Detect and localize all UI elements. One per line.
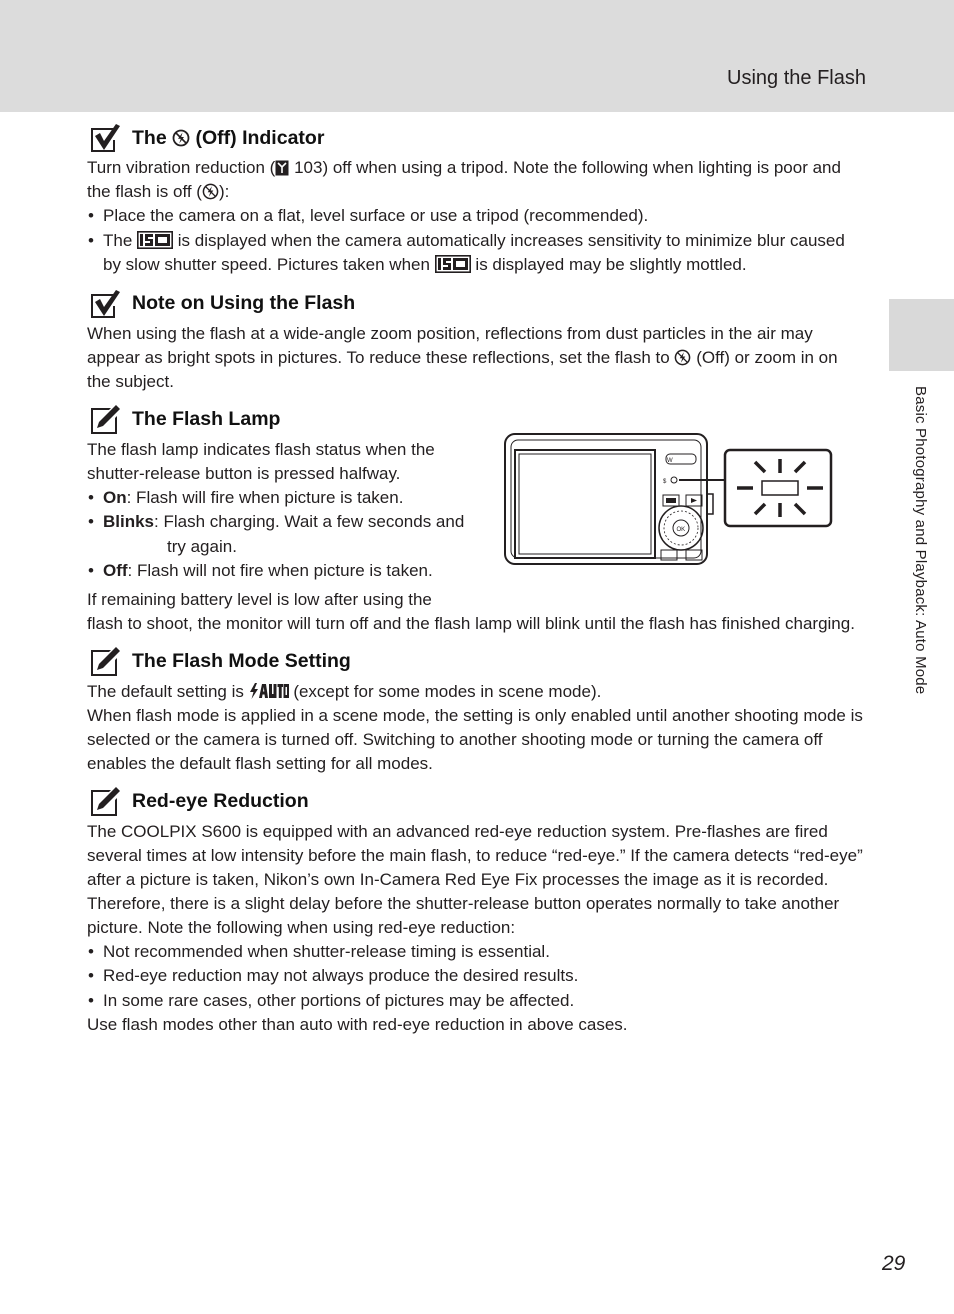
note-body (87, 680, 865, 704)
term: Off (103, 561, 128, 580)
body-text: (Off) or zoom in on the subject. (87, 347, 838, 391)
body-text: When using the flash at a wide-angle zoom position, reflections from dust particles in the air may appear as bright spots in pictures. To reduce these reflections, set the flash to (87, 323, 813, 367)
page-content (87, 120, 865, 1045)
list-item: • Place the camera on a flat, level surface or use a tripod (recommended). (87, 204, 865, 229)
term-description: try again. (167, 536, 237, 556)
term: On (103, 487, 127, 507)
body-text: The (103, 230, 138, 250)
note-body (87, 322, 865, 394)
note-heading (87, 286, 865, 322)
chapter-tab (889, 299, 954, 371)
list-item: • Red-eye reduction may not always produce the desired results. (87, 964, 865, 989)
note-off-indicator (87, 120, 865, 278)
list-item: • In some rare cases, other portions of pictures may be affected. (87, 989, 865, 1014)
list-item (87, 559, 487, 584)
body-text: Turn vibration reduction ( (87, 158, 276, 177)
bullet-list (87, 486, 487, 584)
svg-text:$: $ (663, 478, 667, 485)
note-body: The COOLPIX S600 is equipped with an advanced red-eye reduction system. Pre-flashes are fired several times at low intensity before the main flash, to reduce “red-eye.” If the camera detects “red-eye” after a picture is taken, Nikon’s own In-Camera Red Eye Fix processes the image as it is recorded. Therefore, there is a slight delay before the shutter-release button operates normally to take another picture. Note the following when using red-eye reduction: (87, 821, 863, 937)
note-flash-lamp (87, 402, 865, 636)
note-body (87, 588, 865, 636)
list-item (87, 229, 865, 278)
page-reference-icon (275, 160, 289, 176)
note-body: When flash mode is applied in a scene mode, the setting is only enabled until another shooting mode is selected or the camera is turned off. Switching to another shooting mode or turning the camera off enables the default flash setting for all modes. (87, 705, 863, 773)
body-text: If remaining battery level is low after using the (87, 589, 432, 609)
flash-auto-icon (249, 682, 289, 700)
note-title: Red-eye Reduction (132, 790, 309, 812)
pencil-icon (89, 646, 121, 678)
term: Blinks (103, 512, 155, 531)
check-box-icon (89, 122, 121, 154)
note-title: The Flash Lamp (132, 408, 281, 430)
note-using-flash (87, 286, 865, 394)
check-box-icon (89, 288, 121, 320)
note-heading (87, 120, 865, 156)
pencil-icon (89, 786, 121, 818)
running-header-title: Using the Flash (727, 67, 866, 89)
flash-off-icon (172, 129, 190, 147)
body-text: is displayed may be slightly mottled. (470, 255, 747, 274)
body-text: ): (218, 182, 230, 201)
note-title: Note on Using the Flash (132, 292, 356, 314)
note-red-eye-reduction (87, 784, 865, 1038)
list-item (87, 486, 487, 511)
term-description: : Flash will fire when picture is taken. (126, 487, 404, 507)
list-item: • Not recommended when shutter-release timing is essential. (87, 940, 865, 965)
page-header (0, 0, 954, 112)
high-iso-icon (137, 231, 173, 249)
chapter-tab-label: Basic Photography and Playback: Auto Mode (912, 386, 929, 695)
note-title-pre: The (132, 126, 173, 149)
high-iso-icon (435, 255, 471, 273)
note-heading (87, 644, 865, 680)
term-description: : Flash will not fire when picture is taken. (127, 561, 433, 580)
body-text: (except for some modes in scene mode). (288, 681, 602, 701)
note-title-post: (Off) Indicator (190, 126, 325, 149)
svg-text:OK: OK (676, 526, 686, 533)
body-text: The default setting is (87, 681, 249, 701)
camera-back-illustration (503, 432, 839, 574)
body-text: is displayed when the camera automatically increases sensitivity to minimize blur caused by slow shutter speed. Pictures taken when (103, 230, 845, 274)
note-body (87, 156, 865, 204)
term-description: : Flash charging. Wait a few seconds and (154, 512, 465, 531)
body-text: 103) off when using a tripod. Note the following when lighting is poor and the flash is off ( (87, 158, 841, 201)
pencil-icon (89, 404, 121, 436)
flash-off-icon (202, 183, 219, 200)
svg-text:W: W (667, 457, 673, 464)
flash-off-icon (674, 349, 691, 366)
note-body: Use flash modes other than auto with red-eye reduction in above cases. (87, 1015, 628, 1034)
note-body: The flash lamp indicates flash status when the shutter-release button is pressed halfway. (87, 439, 435, 483)
note-heading (87, 784, 865, 820)
bullet-list (87, 940, 865, 1014)
page-number: 29 (882, 1252, 906, 1275)
bullet-list (87, 204, 865, 278)
note-title: The Flash Mode Setting (132, 650, 351, 672)
note-flash-mode-setting (87, 644, 865, 776)
list-item (87, 510, 487, 559)
body-text: flash to shoot, the monitor will turn off and the flash lamp will blink until the flash has finished charging. (87, 613, 855, 633)
